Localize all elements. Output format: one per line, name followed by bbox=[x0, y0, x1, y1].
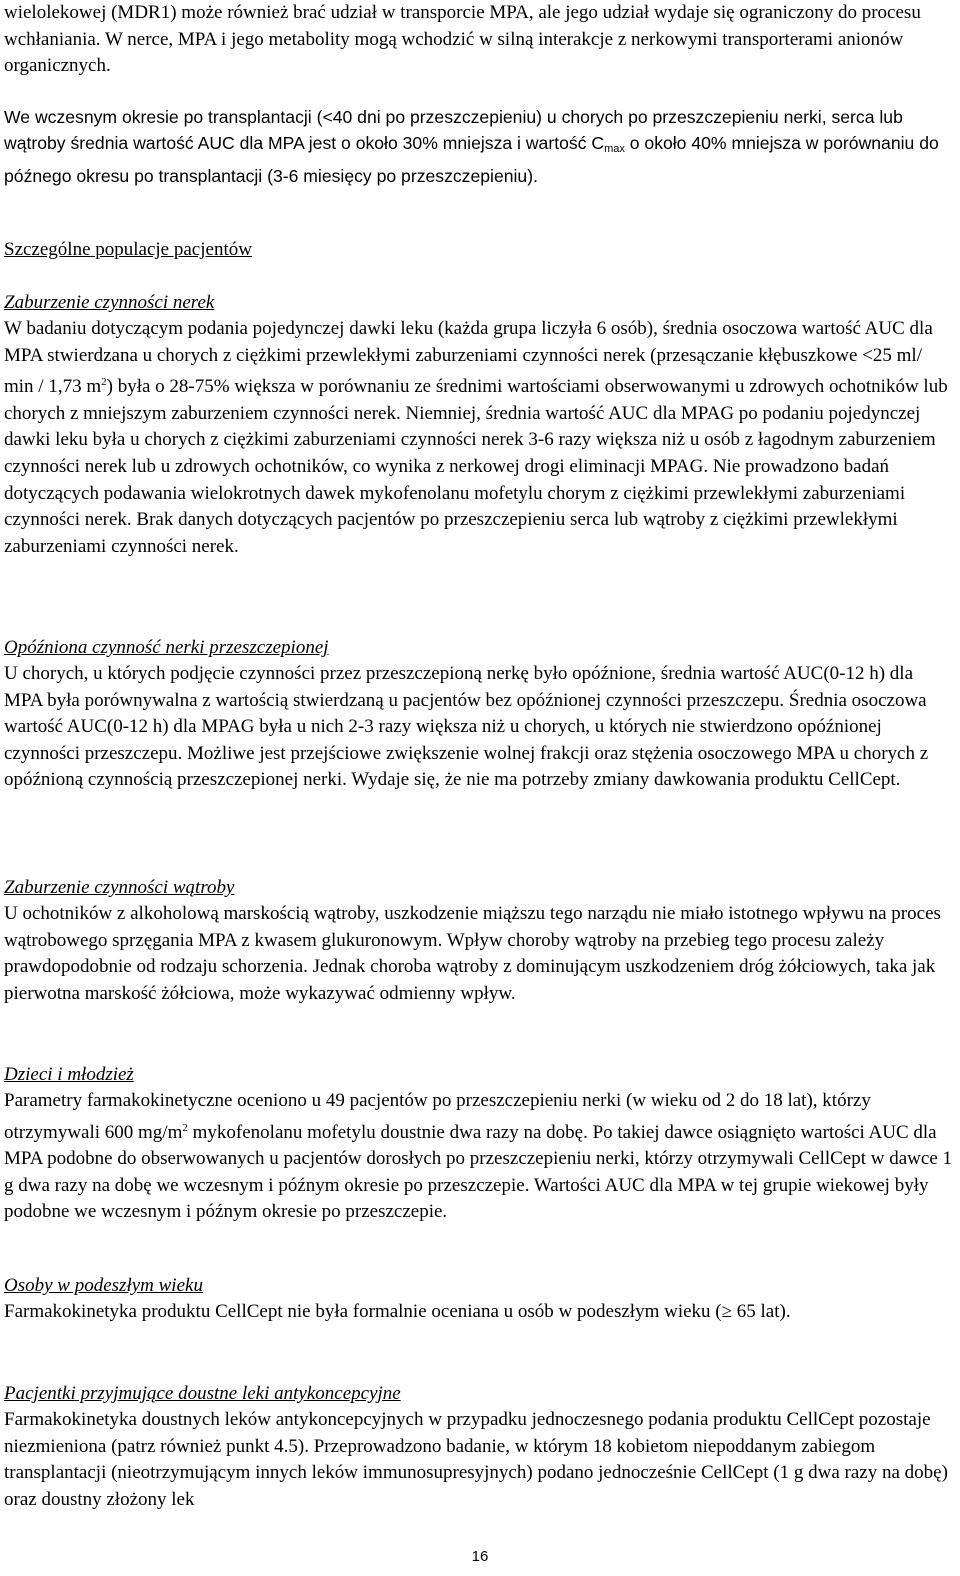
intro-paragraph: wielolekowej (MDR1) może również brać udział w transporcie MPA, ale jego udział wydaje się ograniczony do procesu wchłaniania. W nerce, MPA i jego metabolity mogą wchodzić w silną interakcje z nerkowymi transporterami anionów organicznych. bbox=[4, 2, 921, 77]
pediatric-superscript: 2 bbox=[182, 1121, 188, 1134]
pediatric-body bbox=[4, 1088, 954, 1226]
pediatric-title: Dzieci i młodzież bbox=[4, 1064, 134, 1085]
early-period-paragraph bbox=[4, 104, 954, 189]
pediatric-section bbox=[4, 1062, 954, 1226]
early-period-text-2: o około 40% mniejsza w porównaniu do późnego okresu po transplantacji (3-6 miesięcy po przeszczepieniu). bbox=[4, 133, 939, 186]
early-period-text-1: We wczesnym okresie po transplantacji (<40 dni po przeszczepieniu) u chorych po przeszczepieniu nerki, serca lub wątroby średnia wartość AUC dla MPA jest o około 30% mniejsza i wartość C bbox=[4, 107, 903, 154]
page-number: 16 bbox=[471, 1548, 489, 1565]
delayed-graft-body: U chorych, u których podjęcie czynności przez przeszczepioną nerkę było opóźnione, średnia wartość AUC(0-12 h) dla MPA była porównywalna z wartością stwierdzaną u pacjentów bez opóźnionej czynności przeszczepu. Średnia osoczowa wartość AUC(0-12 h) dla MPAG była u nich 2-3 razy większa niż u chorych, u których nie stwierdzono opóźnionej czynności przeszczepu. Możliwe jest przejściowe zwiększenie wolnej frakcji oraz stężenia osoczowego MPA u chorych z opóźnioną czynnością przeszczepionej nerki. Wydaje się, że nie ma potrzeby zmiany dawkowania produktu CellCept. bbox=[4, 663, 929, 791]
cmax-subscript: max bbox=[604, 143, 625, 156]
pediatric-text-1: Parametry farmakokinetyczne oceniono u 49 pacjentów po przeszczepieniu nerki (w wieku od 2 do 18 lat), którzy otrzymywali 600 mg/m bbox=[4, 1090, 871, 1143]
delayed-graft-title: Opóźniona czynność nerki przeszczepionej bbox=[4, 637, 329, 658]
delayed-graft-section bbox=[4, 635, 954, 794]
special-populations-heading: Szczególne populacje pacjentów bbox=[4, 239, 252, 260]
elderly-body: Farmakokinetyka produktu CellCept nie była formalnie oceniana u osób w podeszłym wieku (≥ 65 lat). bbox=[4, 1301, 791, 1322]
renal-title: Zaburzenie czynności nerek bbox=[4, 292, 215, 313]
hepatic-title: Zaburzenie czynności wątroby bbox=[4, 877, 235, 898]
contraceptives-section bbox=[4, 1381, 954, 1513]
renal-text-2: ) była o 28-75% większa w porównaniu ze średnimi wartościami obserwowanymi u zdrowych ochotników lub chorych z mniejszym zaburzeniem czynności nerek. Niemniej, średnia wartość AUC dla MPAG po podaniu pojedynczej dawki leku była u chorych z ciężkimi zaburzeniami czynności nerek 3-6 razy większa niż u osób z łagodnym zaburzeniem czynności nerek lub u zdrowych ochotników, co wynika z nerkowej drogi eliminacji MPAG. Nie prowadzono badań dotyczących podawania wielokrotnych dawek mykofenolanu mofetylu chorym z ciężkimi przewlekłymi zaburzeniami czynności nerek. Brak danych dotyczących pacjentów po przeszczepieniu serca lub wątroby z ciężkimi przewlekłymi zaburzeniami czynności nerek. bbox=[4, 376, 948, 557]
renal-body bbox=[4, 316, 954, 560]
renal-section bbox=[4, 290, 954, 560]
contraceptives-title: Pacjentki przyjmujące doustne leki antykoncepcyjne bbox=[4, 1383, 401, 1404]
elderly-title: Osoby w podeszłym wieku bbox=[4, 1275, 203, 1296]
elderly-section bbox=[4, 1273, 954, 1326]
pediatric-text-2: mykofenolanu mofetylu doustnie dwa razy na dobę. Po takiej dawce osiągnięto wartości AUC dla MPA podobne do obserwowanych u pacjentów dorosłych po przeszczepieniu nerki, którzy otrzymywali CellCept w dawce 1 g dwa razy na dobę we wczesnym i późnym okresie po przeszczepie. Wartości AUC dla MPA w tej grupie wiekowej były podobne we wczesnym i późnym okresie po przeszczepie. bbox=[4, 1121, 953, 1223]
renal-superscript: 2 bbox=[101, 376, 107, 389]
hepatic-body: U ochotników z alkoholową marskością wątroby, uszkodzenie miąższu tego narządu nie miało istotnego wpływu na proces wątrobowego sprzęgania MPA z kwasem glukuronowym. Wpływ choroby wątroby na przebieg tego procesu zależy prawdopodobnie od rodzaju schorzenia. Jednak choroba wątroby z dominującym uszkodzeniem dróg żółciowych, taka jak pierwotna marskość żółciowa, może wykazywać odmienny wpływ. bbox=[4, 903, 941, 1004]
hepatic-section bbox=[4, 875, 954, 1007]
contraceptives-body: Farmakokinetyka doustnych leków antykoncepcyjnych w przypadku jednoczesnego podania produktu CellCept pozostaje niezmieniona (patrz również punkt 4.5). Przeprowadzono badanie, w którym 18 kobietom niepoddanym zabiegom transplantacji (nieotrzymującym innych leków immunosupresyjnych) podano jednocześnie CellCept (1 g dwa razy na dobę) oraz doustny złożony lek bbox=[4, 1409, 948, 1510]
renal-text-1: W badaniu dotyczącym podania pojedynczej dawki leku (każda grupa liczyła 6 osób), średnia osoczowa wartość AUC dla MPA stwierdzana u chorych z ciężkimi przewlekłymi zaburzeniami czynności nerek (przesączanie kłębuszkowe <25 ml/ min / 1,73 m bbox=[4, 318, 933, 398]
